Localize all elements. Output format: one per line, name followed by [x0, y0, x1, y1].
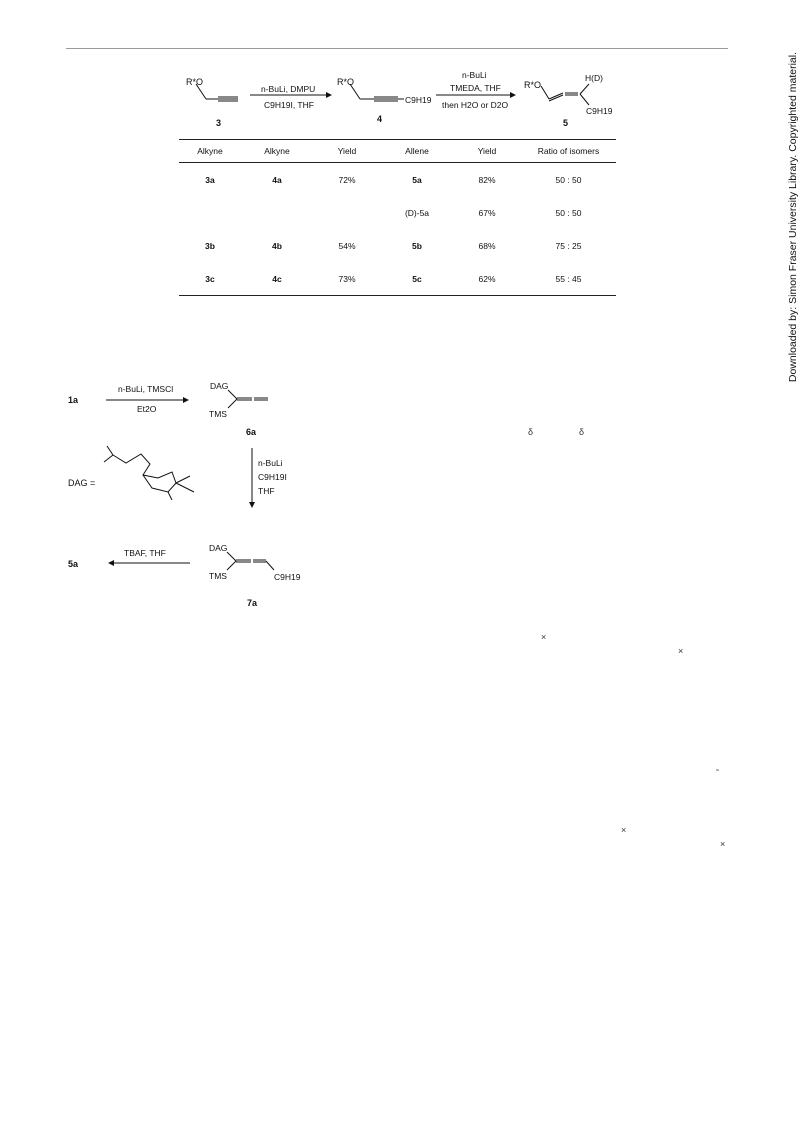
table-cell: 55 : 45 — [521, 262, 616, 296]
table-header-row — [179, 140, 616, 163]
table-cell: 62% — [453, 262, 521, 296]
int-chain: C9H19 — [405, 95, 432, 105]
stray-mark: δ — [579, 427, 585, 437]
int-group: R*O — [337, 77, 355, 87]
compound-3-label: 3 — [216, 118, 222, 128]
stray-mark: × — [541, 632, 547, 642]
int-7a: 7a — [247, 598, 258, 608]
table-cell: 82% — [478, 174, 496, 185]
reagent-2-line-1: n-BuLi — [258, 458, 283, 468]
compound-5-label: 5 — [563, 118, 569, 128]
table-cell: 75 : 25 — [555, 240, 582, 251]
step1-reagent-2: C9H19I, THF — [264, 100, 314, 110]
table-cell: 72% — [338, 174, 356, 185]
table-cell: 3a — [205, 174, 215, 185]
results-table — [179, 139, 616, 296]
product-5a: 5a — [68, 559, 79, 569]
tms-label-2: TMS — [209, 571, 227, 581]
table-cell — [241, 196, 313, 229]
int-6a: 6a — [246, 427, 257, 437]
sm-group: R*O — [186, 77, 204, 87]
table-cell: 3b — [205, 240, 215, 251]
table-cell: 50 : 50 — [555, 207, 582, 218]
step2-reagent-3: then H2O or D2O — [442, 100, 509, 110]
step2-reagent-1: n-BuLi — [462, 70, 487, 80]
compound-4-label: 4 — [377, 114, 383, 124]
step1-reagent-1: n-BuLi, DMPU — [261, 84, 316, 94]
scheme-1 — [0, 0, 793, 140]
table-cell: 4c — [241, 262, 313, 296]
dag-label-2: DAG — [209, 543, 228, 553]
start-1a: 1a — [68, 395, 79, 405]
stray-mark: δ — [528, 427, 534, 437]
stray-mark: × — [678, 646, 684, 656]
table-cell: 3c — [179, 262, 241, 296]
scheme-2 — [0, 360, 330, 620]
stray-mark: × — [621, 825, 627, 835]
table-row — [179, 229, 616, 262]
table-cell — [179, 196, 241, 229]
table-row — [179, 163, 616, 197]
reagent-1-line-2: Et2O — [137, 404, 157, 414]
header-cell: Yield — [313, 140, 381, 163]
reagent-2-line-3: THF — [258, 486, 275, 496]
dag-def: DAG = — [68, 478, 96, 488]
prod-group: R*O — [524, 80, 542, 90]
table-cell — [313, 196, 381, 229]
chain-7a: C9H19 — [274, 572, 301, 582]
header-cell: Yield — [453, 140, 521, 163]
reagent-1-line-1: n-BuLi, TMSCl — [118, 384, 174, 394]
table-row — [179, 262, 616, 296]
prod-hd: H(D) — [585, 73, 603, 83]
download-watermark: Downloaded by: Simon Fraser University Library. Copyrighted material. — [787, 52, 799, 383]
header-cell: Alkyne — [241, 140, 313, 163]
table-cell: 54% — [338, 240, 356, 251]
table-cell: 5c — [381, 262, 453, 296]
table-cell: 50 : 50 — [555, 174, 582, 185]
table-cell: 4b — [272, 240, 282, 251]
stray-mark: ˜ — [716, 768, 719, 778]
table-cell: 5b — [412, 240, 422, 251]
table-cell: 4a — [272, 174, 282, 185]
dag-label: DAG — [210, 381, 229, 391]
table-cell: (D)-5a — [404, 207, 430, 218]
tms-label: TMS — [209, 409, 227, 419]
header-cell: Alkyne — [179, 140, 241, 163]
table-cell: 5a — [412, 174, 422, 185]
header-cell: Allene — [381, 140, 453, 163]
prod-chain: C9H19 — [586, 106, 613, 116]
step2-reagent-2: TMEDA, THF — [450, 83, 501, 93]
reagent-2-line-2: C9H19I — [258, 472, 287, 482]
stray-mark: × — [720, 839, 726, 849]
table-cell: 73% — [313, 262, 381, 296]
reagent-3: TBAF, THF — [124, 548, 166, 558]
table-cell: 68% — [478, 240, 496, 251]
table-cell: 67% — [478, 207, 496, 218]
header-cell: Ratio of isomers — [521, 140, 616, 163]
table-row — [179, 196, 616, 229]
